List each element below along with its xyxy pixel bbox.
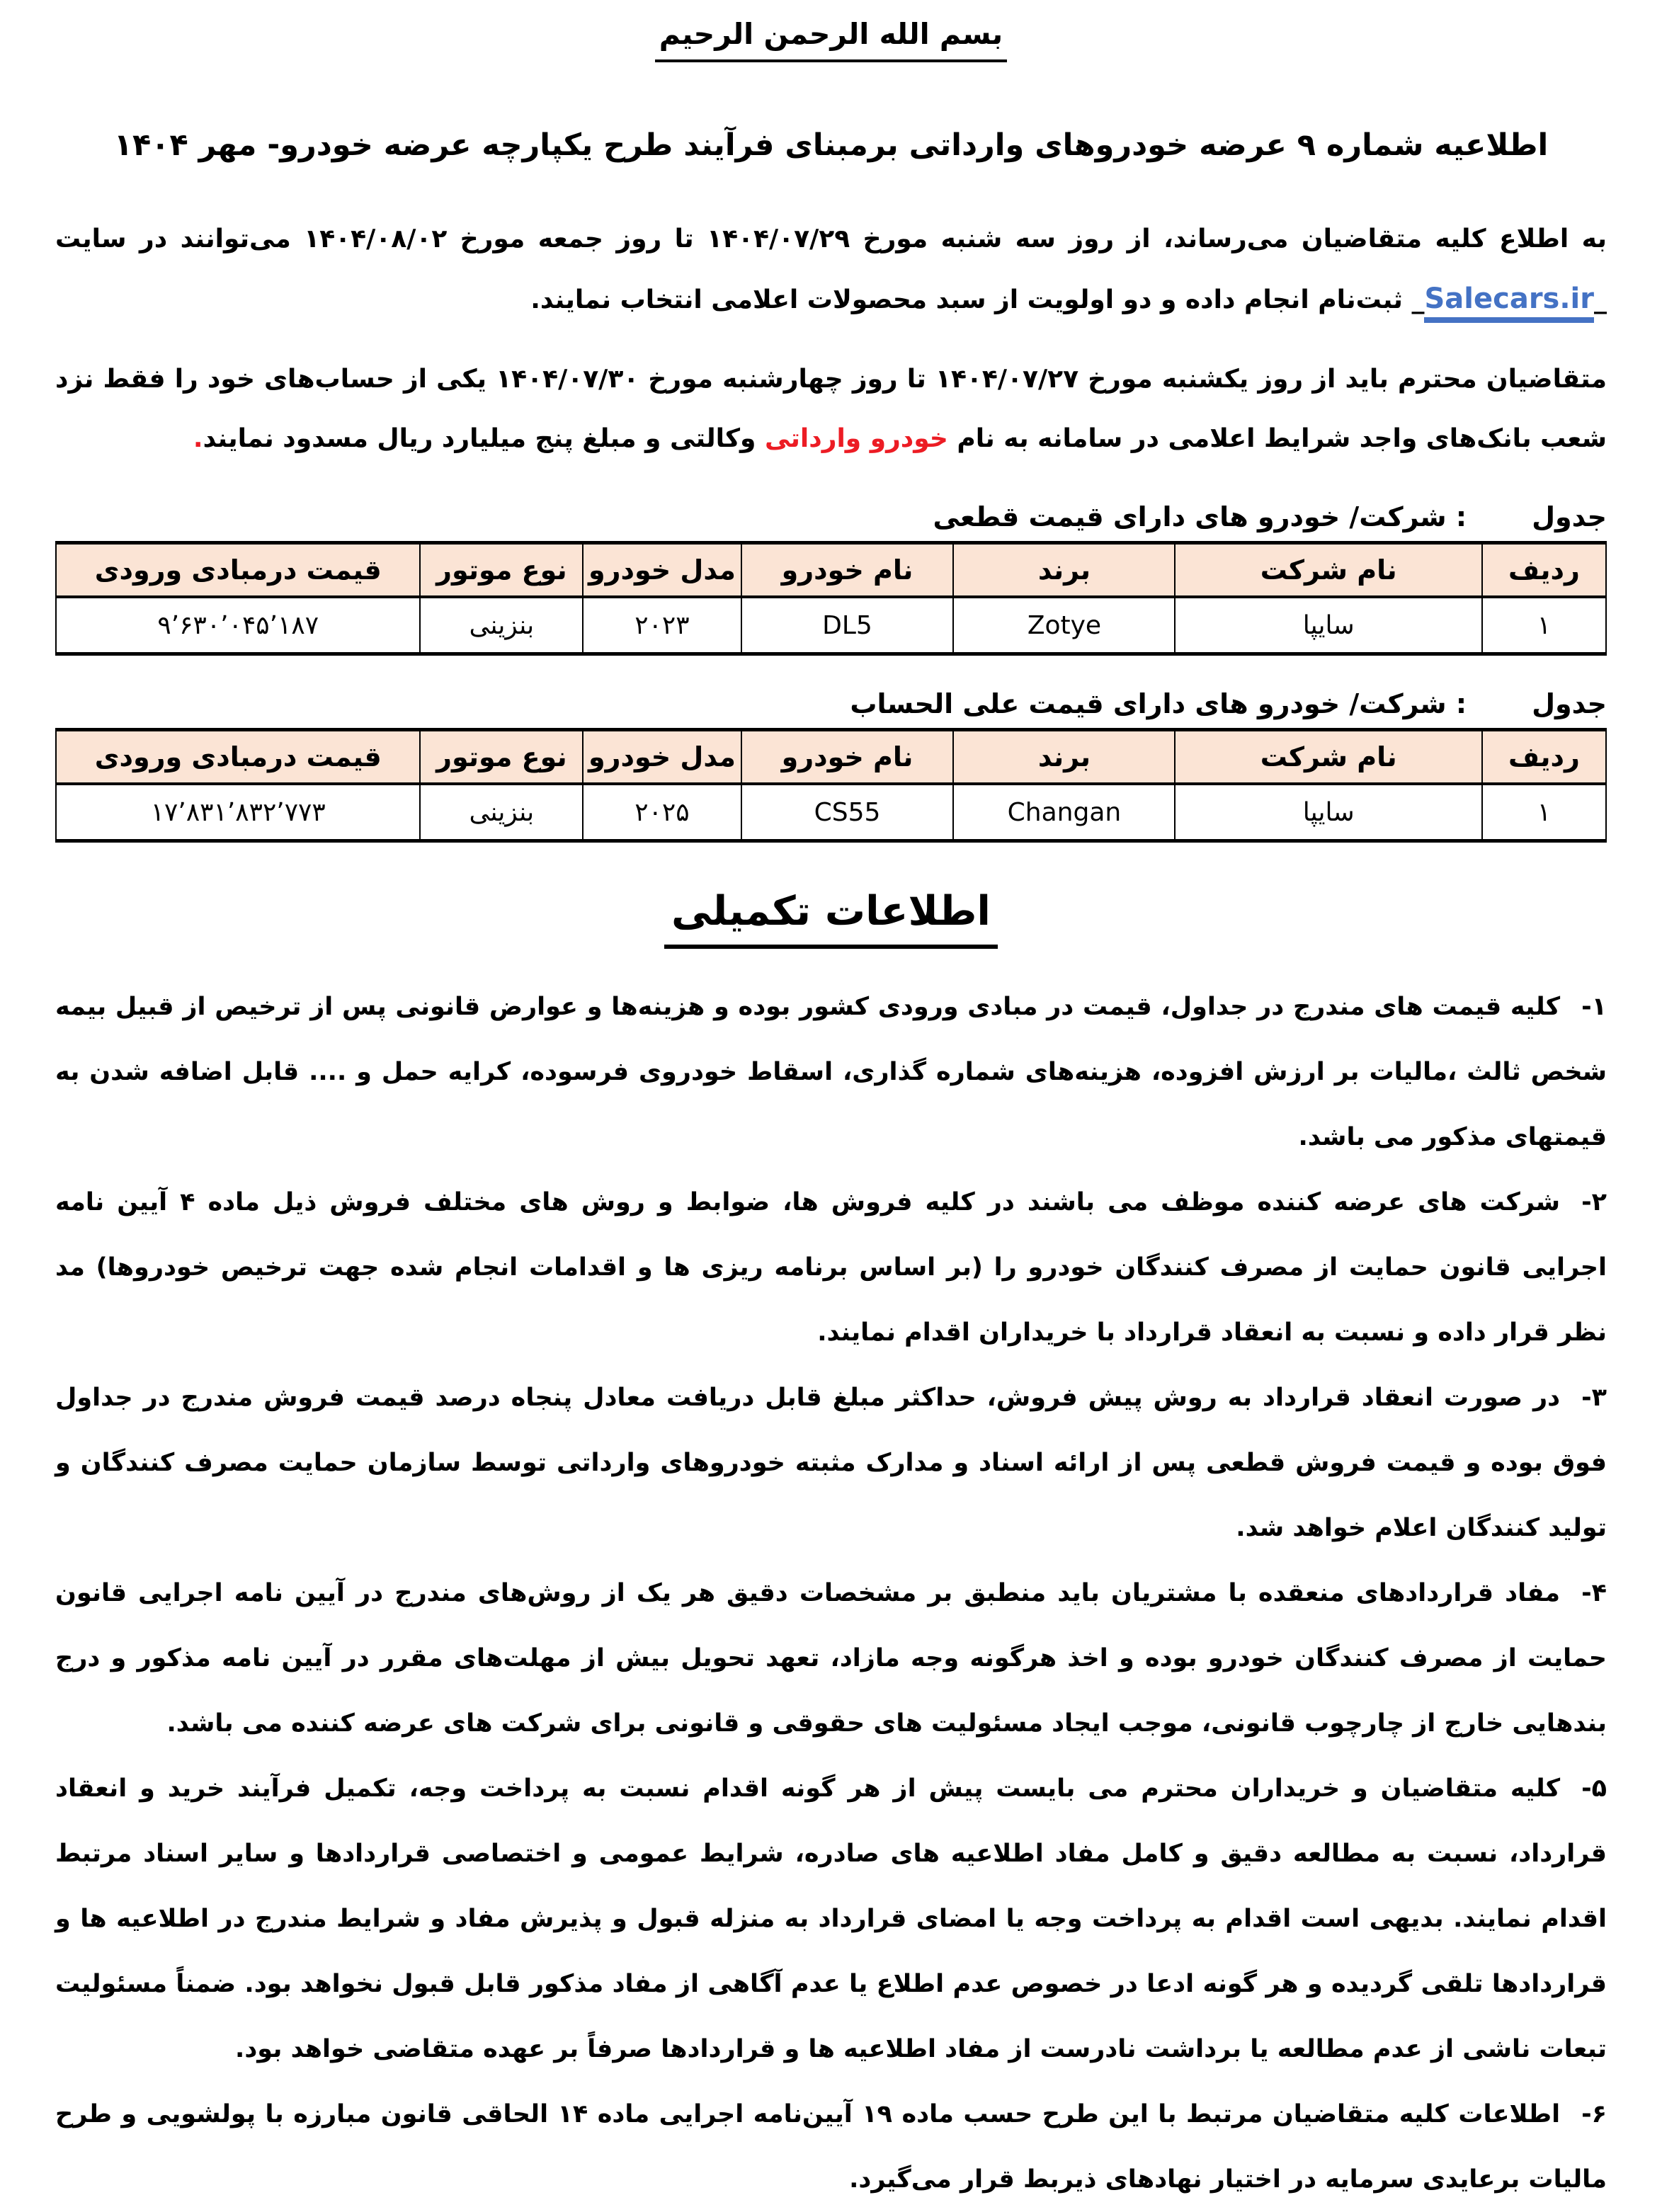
link-underscore-right: _ (1594, 285, 1607, 314)
salecars-link[interactable]: Salecars.ir (1424, 283, 1594, 323)
table2-header-row (56, 730, 1606, 785)
table1-col-entry-price: قیمت درمبادی ورودی (56, 543, 420, 598)
table2-cell-engine-type: بنزینی (420, 784, 583, 841)
table2-caption (55, 688, 1607, 719)
table2-cell-company: سایپا (1175, 784, 1481, 841)
list-item-6 (55, 2082, 1607, 2212)
list-item-5-text: کلیه متقاضیان و خریداران محترم می بایست پیش از هر گونه اقدام نسبت به پرداخت وجه، تکمیل فرآیند خرید و انعقاد قرارداد، نسبت به مطالعه دقیق و کامل مفاد اطلاعیه های صادره، شرایط عمومی و اختصاصی قراردادها و سایر اسناد مرتبط اقدام نمایند. بدیهی است اقدام به پرداخت وجه یا امضای قرارداد به منزله قبول و پذیرش مفاد و شرایط مندرج در اطلاعیه ها و قراردادها تلقی گردیده و هر گونه ادعا در خصوص عدم اطلاع یا عدم آگاهی از مفاد مذکور قابل قبول نخواهد بود. ضمناً مسئولیت تبعات ناشی از عدم مطالعه یا برداشت نادرست از مفاد اطلاعیه ها و قراردادها صرفاً بر عهده متقاضی خواهد بود. (55, 1774, 1607, 2063)
table2-col-engine-type: نوع موتور (420, 730, 583, 785)
table2-col-car-name: نام خودرو (741, 730, 954, 785)
list-item-6-text: اطلاعات کلیه متقاضیان مرتبط با این طرح حسب ماده ۱۹ آیین‌نامه اجرایی ماده ۱۴ الحاقی قانون مبارزه با پولشویی و طرح مالیات برعایدی سرمایه در اختیار نهادهای ذیربط قرار می‌گیرد. (55, 2100, 1607, 2194)
table1-col-car-name: نام خودرو (741, 543, 954, 598)
p1-text-before: به اطلاع کلیه متقاضیان می‌رساند، از روز سه شنبه مورخ ۱۴۰۴/۰۷/۲۹ تا روز جمعه مورخ ۱۴۰۴/۰۸/۰۲ می‌توانند در سایت (55, 224, 1607, 253)
bismillah-text: بسم الله الرحمن الرحیم (655, 17, 1007, 62)
list-item-2 (55, 1170, 1607, 1365)
table2-col-company: نام شرکت (1175, 730, 1481, 785)
fixed-price-table (55, 541, 1607, 656)
table2-cell-model-year: ۲۰۲۵ (583, 784, 741, 841)
table2-col-row-number: ردیف (1482, 730, 1606, 785)
list-item-3 (55, 1365, 1607, 1561)
additional-info-heading (55, 888, 1607, 949)
list-item-2-number: ۲- (1581, 1188, 1607, 1216)
table1-header-row (56, 543, 1606, 598)
p2-red-highlight: خودرو وارداتی (764, 424, 948, 453)
table2-cell-entry-price: ۱۷٬۸۳۱٬۸۳۲٬۷۷۳ (56, 784, 420, 841)
table1-data-row (56, 597, 1606, 654)
table2-col-model-year: مدل خودرو (583, 730, 741, 785)
table1-col-brand: برند (953, 543, 1175, 598)
list-item-4-text: مفاد قراردادهای منعقده با مشتریان باید منطبق بر مشخصات دقیق هر یک از روش‌های مندرج در آیین نامه اجرایی قانون حمایت از مصرف کنندگان خودرو بوده و اخذ هرگونه وجه مازاد، تعهد تحویل بیش از مهلت‌های مقرر در آیین نامه مذکور و درج بندهایی خارج از چارچوب قانونی، موجب ایجاد مسئولیت های حقوقی و قانونی برای شرکت های عرضه کننده می باشد. (55, 1579, 1607, 1738)
table1-col-company: نام شرکت (1175, 543, 1481, 598)
table1-cell-car-name: DL5 (741, 597, 954, 654)
page-title: اطلاعیه شماره ۹ عرضه خودروهای وارداتی برمبنای فرآیند طرح یکپارچه عرضه خودرو- مهر ۱۴۰۴ (113, 127, 1549, 163)
link-underscore-left: _ (1411, 285, 1425, 314)
table1-caption (55, 501, 1607, 532)
list-item-1-number: ۱- (1581, 993, 1607, 1021)
list-item-3-text: در صورت انعقاد قرارداد به روش پیش فروش، حداکثر مبلغ قابل دریافت معادل پنجاه درصد قیمت فروش مندرج در جداول فوق بوده و قیمت فروش قطعی پس از ارائه اسناد و مدارک مثبته خودروهای وارداتی توسط سازمان حمایت مصرف کنندگان و تولید کنندگان اعلام خواهد شد. (55, 1384, 1607, 1542)
p2-text-after: وکالتی و مبلغ پنج میلیارد ریال مسدود نمایند (203, 424, 765, 453)
p2-text-before: متقاضیان محترم باید از روز یکشنبه مورخ ۱۴۰۴/۰۷/۲۷ تا روز چهارشنبه مورخ ۱۴۰۴/۰۷/۳۰ یکی از حساب‌های خود را فقط نزد شعب بانک‌های واجد شرایط اعلامی در سامانه به نام (55, 365, 1607, 453)
bismillah-heading (55, 17, 1607, 62)
table1-cell-engine-type: بنزینی (420, 597, 583, 654)
list-item-5 (55, 1756, 1607, 2082)
table2-data-row (56, 784, 1606, 841)
list-item-4-number: ۴- (1581, 1579, 1607, 1607)
list-item-4 (55, 1561, 1607, 1756)
p1-text-after: ثبت‌نام انجام داده و دو اولویت از سبد محصولات اعلامی انتخاب نمایند. (530, 285, 1412, 314)
list-item-2-text: شرکت های عرضه کننده موظف می باشند در کلیه فروش ها، ضوابط و روش های مختلف فروش ذیل ماده ۴ آیین نامه اجرایی قانون حمایت از مصرف کنندگان خودرو را (بر اساس برنامه ریزی ها و اقدامات انجام شده جهت ترخیص خودروها) مد نظر قرار داده و نسبت به انعقاد قرارداد با خریداران اقدام نمایند. (55, 1188, 1607, 1347)
table1-col-row-number: ردیف (1482, 543, 1606, 598)
table2-caption-label: جدول (1532, 688, 1607, 719)
list-item-3-number: ۳- (1581, 1384, 1607, 1412)
additional-info-heading-text: اطلاعات تکمیلی (664, 888, 998, 949)
table1-col-engine-type: نوع موتور (420, 543, 583, 598)
table1-cell-entry-price: ۹٬۶۳۰٬۰۴۵٬۱۸۷ (56, 597, 420, 654)
table2-cell-brand: Changan (953, 784, 1175, 841)
list-item-1-text: کلیه قیمت های مندرج در جداول، قیمت در مبادی ورودی کشور بوده و هزینه‌ها و عوارض قانونی پس از ترخیص از قبیل بیمه شخص ثالث ،مالیات بر ارزش افزوده، هزینه‌های شماره گذاری، اسقاط خودروی فرسوده، کرایه حمل و .... قابل اضافه شدن به قیمتهای مذکور می باشد. (55, 993, 1607, 1151)
provisional-price-table (55, 728, 1607, 843)
table1-cell-row-number: ۱ (1482, 597, 1606, 654)
table1-cell-model-year: ۲۰۲۳ (583, 597, 741, 654)
registration-paragraph (55, 210, 1607, 330)
table1-cell-company: سایپا (1175, 597, 1481, 654)
table1-caption-text: : شرکت/ خودرو های دارای قیمت قطعی (933, 501, 1467, 532)
table1-cell-brand: Zotye (953, 597, 1175, 654)
list-item-1 (55, 974, 1607, 1170)
table1-col-model-year: مدل خودرو (583, 543, 741, 598)
table2-cell-row-number: ۱ (1482, 784, 1606, 841)
list-item-6-number: ۶- (1581, 2100, 1607, 2128)
table2-col-entry-price: قیمت درمبادی ورودی (56, 730, 420, 785)
additional-info-list (55, 974, 1607, 2212)
table1-caption-label: جدول (1532, 501, 1607, 532)
table2-col-brand: برند (953, 730, 1175, 785)
p2-red-period: . (193, 424, 203, 453)
table2-cell-car-name: CS55 (741, 784, 954, 841)
table2-caption-text: : شرکت/ خودرو های دارای قیمت علی الحساب (850, 688, 1467, 719)
deposit-paragraph (55, 350, 1607, 469)
list-item-5-number: ۵- (1581, 1774, 1607, 1803)
